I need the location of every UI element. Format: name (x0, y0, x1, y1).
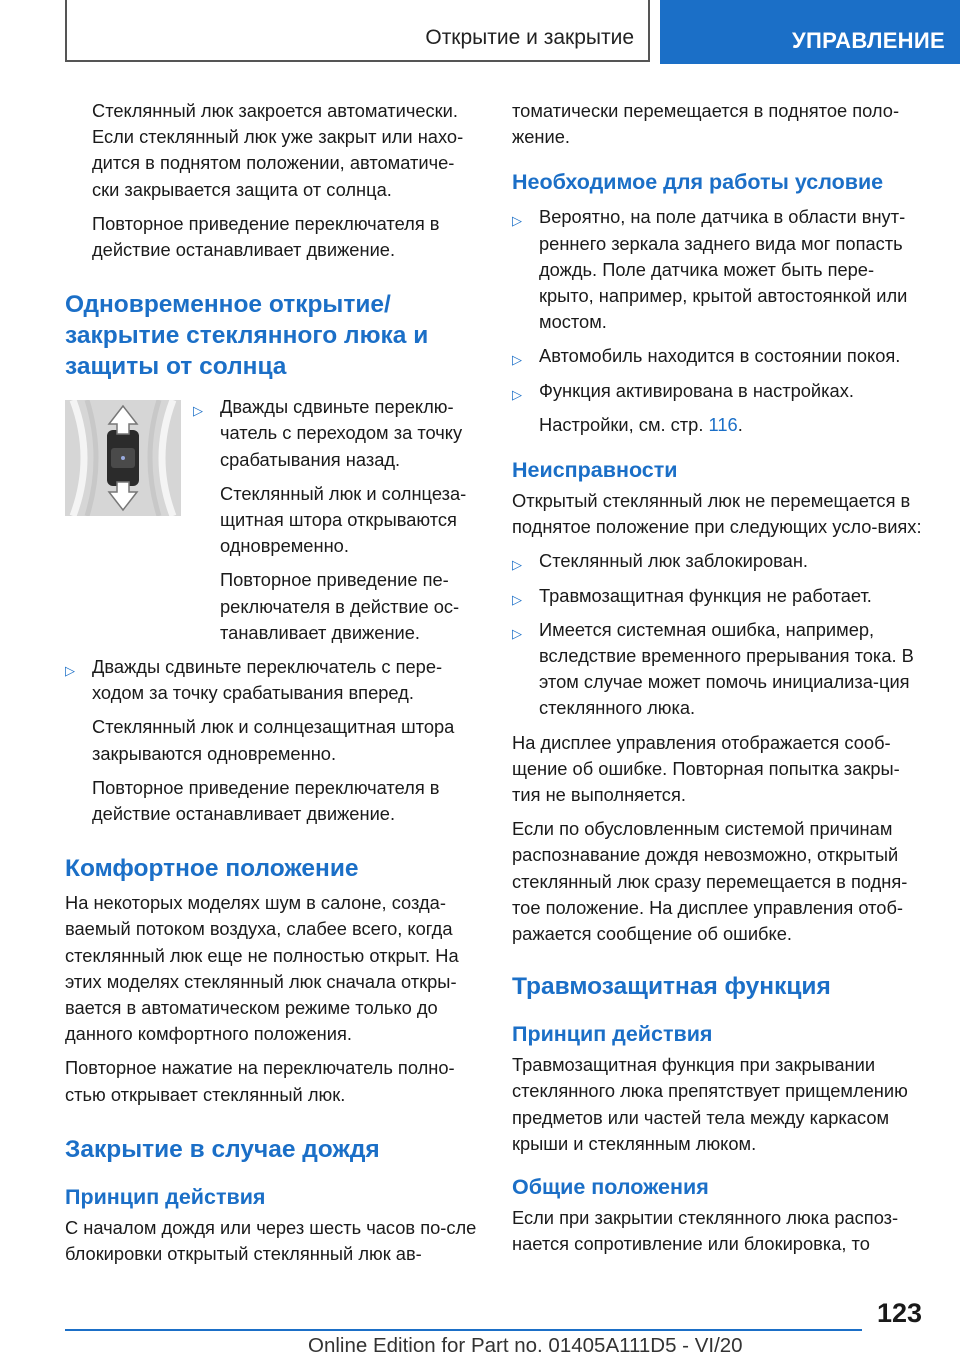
heading-anti-pinch-principle: Принцип действия (512, 1022, 713, 1047)
bullet-open-simultaneous: ▷ Дважды сдвиньте переклю-чатель с переходом за точку срабатывания назад. (193, 396, 463, 470)
header-section-box (65, 0, 650, 62)
page-header (0, 0, 960, 66)
section-title: Открытие и закрытие (425, 26, 634, 49)
bullet-close-stop: Повторное приведение переключателя в действие останавливает движение. (92, 776, 440, 825)
fault-system-error: ▷ Имеется системная ошибка, например, вследствие временного прерывания тока. В этом случае может помочь инициализа-ция стеклянного люка. (512, 618, 914, 719)
rain-paragraph-1: С началом дождя или через шесть часов по-сле блокировки открытый стеклянный люк ав- (65, 1216, 477, 1265)
bullet-close-result: Стеклянный люк и солнцезащитная штора закрываются одновременно. (92, 716, 455, 764)
fault-locked: ▷ Стеклянный люк заблокирован. (512, 548, 926, 574)
condition-settings: ▷ Функция активирована в настройках. (512, 378, 926, 404)
chapter-tab-label: УПРАВЛЕНИЕ (792, 28, 945, 53)
page-number: 123 (877, 1298, 923, 1328)
condition-sensor: ▷ Вероятно, на поле датчика в области внут-реннего зеркала заднего вида мог попасть дождь. Поле датчика может быть пере-крыто, например, крытой автостоянкой или мостом. (512, 206, 908, 333)
footer-edition: Online Edition for Part no. 01405A111D5 - VI/20 (308, 1334, 743, 1357)
triangle-bullet-icon: ▷ (512, 352, 522, 368)
triangle-bullet-icon: ▷ (512, 591, 522, 607)
settings-page-link[interactable]: 116 (708, 413, 738, 435)
triangle-bullet-icon: ▷ (512, 213, 522, 229)
heading-general: Общие положения (512, 1175, 709, 1200)
intro-paragraph-2: Повторное приведение переключателя в действие останавливает движение. (92, 212, 440, 261)
triangle-bullet-icon: ▷ (65, 663, 75, 679)
comfort-paragraph-2: Повторное нажатие на переключатель полно-стью открывает стеклянный люк. (65, 1057, 455, 1105)
triangle-bullet-icon: ▷ (512, 386, 522, 402)
triangle-bullet-icon: ▷ (512, 625, 522, 641)
sunroof-switch-illustration (65, 400, 181, 516)
triangle-bullet-icon: ▷ (193, 403, 203, 419)
faults-paragraph-2: На дисплее управления отображается сооб-щение об ошибке. Повторная попытка закры-тия не выполняется. (512, 731, 900, 806)
fault-anti-pinch: ▷ Травмозащитная функция не работает. (512, 583, 926, 609)
heading-comfort-position: Комфортное положение (65, 855, 359, 883)
intro-paragraph-1: Стеклянный люк закроется автоматически. Если стеклянный люк уже закрыт или нахо-дится в поднятом положении, автоматиче-ски закрывается защита от солнца. (92, 100, 464, 200)
heading-anti-pinch: Травмозащитная функция (512, 973, 831, 1001)
footer-divider (65, 1329, 862, 1331)
condition-parked: ▷ Автомобиль находится в состоянии покоя. (512, 343, 926, 369)
heading-rain-principle: Принцип действия (65, 1184, 266, 1209)
heading-rain-closing: Закрытие в случае дождя (65, 1135, 380, 1163)
general-paragraph-1: Если при закрытии стеклянного люка распоз-нается сопротивление или блокировка, то (512, 1207, 899, 1255)
rain-paragraph-continued: томатически перемещается в поднятое поло-жение. (512, 100, 900, 148)
heading-conditions: Необходимое для работы условие (512, 170, 884, 195)
bullet-open-stop: Повторное приведение пе-реключателя в действие ос-танавливает движение. (220, 569, 460, 643)
faults-paragraph-1: Открытый стеклянный люк не перемещается в поднятое положение при следующих усло-виях: (512, 490, 922, 538)
switch-illustration-row (65, 394, 479, 646)
triangle-bullet-icon: ▷ (512, 557, 522, 573)
left-column (65, 98, 479, 1275)
faults-paragraph-3: Если по обусловленным системой причинам распознавание дождя невозможно, открытый стеклянный люк сразу перемещается в подня-тое положение. На дисплее управления отоб-ражается сообщение об ошибке. (512, 818, 908, 945)
bullet-open-result: Стеклянный люк и солнцеза-щитная штора открываются одновременно. (220, 482, 467, 557)
anti-pinch-paragraph-1: Травмозащитная функция при закрывании стеклянного люка препятствует прищемлению предметов или частей тела между каркасом крыши и стеклянным люком. (512, 1054, 908, 1154)
chapter-tab[interactable] (660, 0, 960, 64)
sunroof-switch-image (65, 400, 181, 516)
heading-simultaneous-open-close: Одновременное открытие/ закрытие стеклянного люка и защиты от солнца (65, 291, 429, 381)
comfort-paragraph-1: На некоторых моделях шум в салоне, созда-ваемый потоком воздуха, слабее всего, когда стеклянный люк еще не полностью открыт. На этих моделях стеклянный люк сначала откры-вается в автоматическом режиме только до данного комфортного положения. (65, 892, 459, 1045)
bullet-close-simultaneous: ▷ Дважды сдвиньте переключатель с пере-ходом за точку срабатывания вперед. (65, 656, 443, 704)
heading-faults: Неисправности (512, 458, 678, 483)
right-column (512, 98, 926, 1266)
settings-reference: Настройки, см. стр. 116. (539, 413, 743, 435)
